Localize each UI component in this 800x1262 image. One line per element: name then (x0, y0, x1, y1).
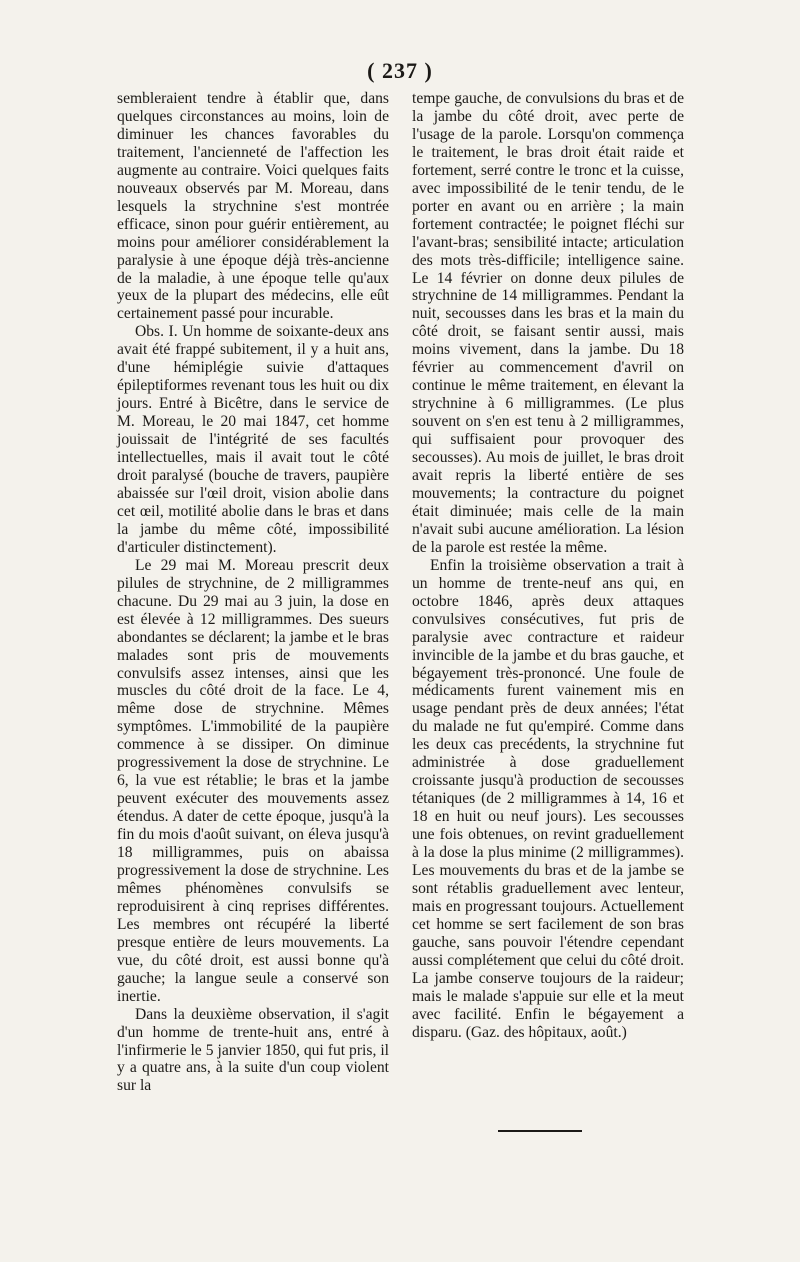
end-rule (498, 1130, 582, 1132)
paragraph: Obs. I. Un homme de soixante-deux ans avait été frappé subitement, il y a huit ans, d'une hémiplégie suivie d'attaques épileptiformes revenant tous les huit ou dix jours. Entré à Bicêtre, dans le service de M. Moreau, le 20 mai 1847, cet homme jouissait de l'intégrité de ses facultés intellectuelles, mais il avait tout le côté droit paralysé (bouche de travers, paupière abaissée sur l'œil droit, vision abolie dans cet œil, motilité abolie dans le bras et dans la jambe du même côté, impossibilité d'articuler distinctement). (117, 323, 389, 556)
right-column (412, 90, 684, 1042)
paragraph: tempe gauche, de convulsions du bras et de la jambe du côté droit, avec perte de l'usage de la parole. Lorsqu'on commença le traitement, le bras droit était raide et fortement, serré contre le tronc et la cuisse, avec impossibilité de le tenir tendu, de le porter en avant ou en arrière ; la main fortement contractée; le poignet fléchi sur l'avant-bras; sensibilité intacte; articulation des mots très-difficile; intelligence saine. Le 14 février on donne deux pilules de strychnine de 14 milligrammes. Pendant la nuit, secousses dans les bras et la main du côté droit, se faisant sentir aussi, mais moins vivement, dans la jambe. Du 18 février au commencement d'avril on continue le même traitement, en élevant la strychnine à 6 milligrammes. (Le plus souvent on s'en est tenu à 2 milligrammes, qui suffisaient pour provoquer des secousses). Au mois de juillet, le bras droit avait repris la liberté entière de ses mouvements; la contracture du poignet était diminuée; mais celle de la main n'avait subi aucune amélioration. La lésion de la parole est restée la même. (412, 90, 684, 556)
paragraph: sembleraient tendre à établir que, dans quelques circonstances au moins, loin de diminuer les chances favorables du traitement, l'ancienneté de l'affection les augmente au contraire. Voici quelques faits nouveaux observés par M. Moreau, dans lesquels la strychnine s'est montrée efficace, sinon pour guérir entièrement, au moins pour améliorer considérablement la paralysie à une époque déjà très-ancienne de la maladie, à une époque telle qu'aux yeux de la plupart des médecins, elle eût certainement passé pour incurable. (117, 90, 389, 323)
paragraph: Dans la deuxième observation, il s'agit d'un homme de trente-huit ans, entré à l'infirmerie le 5 janvier 1850, qui fut pris, il y a quatre ans, à la suite d'un coup violent sur la (117, 1005, 389, 1095)
paragraph: Le 29 mai M. Moreau prescrit deux pilules de strychnine, de 2 milligrammes chacune. Du 29 mai au 3 juin, la dose en est élevée à 12 milligrammes. Des sueurs abondantes se déclarent; la jambe et le bras malades sont pris de mouvements convulsifs assez intenses, ainsi que les muscles du côté droit de la face. Le 4, même dose de strychnine. Mêmes symptômes. L'immobilité de la paupière commence à se dissiper. On diminue progressivement la dose de strychnine. Le 6, la vue est rétablie; le bras et la jambe peuvent exécuter des mouvements assez étendus. A dater de cette époque, jusqu'à la fin du mois d'août suivant, on éleva jusqu'à 18 milligrammes, puis on abaissa progressivement la dose de strychnine. Les mêmes phénomènes convulsifs se reproduisirent à cinq reprises différentes. Les membres ont récupéré la liberté presque entière de leurs mouvements. La vue, du côté droit, est aussi bonne qu'à gauche; la langue seule a conservé son inertie. (117, 556, 389, 1005)
left-column (117, 90, 389, 1095)
page-number: ( 237 ) (367, 58, 433, 83)
paragraph: Enfin la troisième observation a trait à un homme de trente-neuf ans qui, en octobre 1846, après deux attaques convulsives consécutives, fut pris de paralysie avec contracture et raideur invincible de la jambe et du bras gauche, et bégayement très-prononcé. Une foule de médicaments furent vainement mis en usage pendant près de deux années; l'état du malade ne fut qu'empiré. Comme dans les deux cas precédents, la strychnine fut administrée à dose graduellement croissante jusqu'à production de secousses tétaniques (de 2 milligrammes à 14, 16 et 18 en huit ou neuf jours). Les secousses une fois obtenues, on revint graduellement à la dose la plus minime (2 milligrammes). Les mouvements du bras et de la jambe se sont rétablis graduellement avec lenteur, mais en progressant toujours. Actuellement cet homme se sert facilement de son bras gauche, sans pouvoir l'étendre cependant aussi complétement que celui du côté droit. La jambe conserve toujours de la raideur; mais le malade s'appuie sur elle et la meut avec facilité. Enfin le bégayement a disparu. (Gaz. des hôpitaux, août.) (412, 556, 684, 1041)
